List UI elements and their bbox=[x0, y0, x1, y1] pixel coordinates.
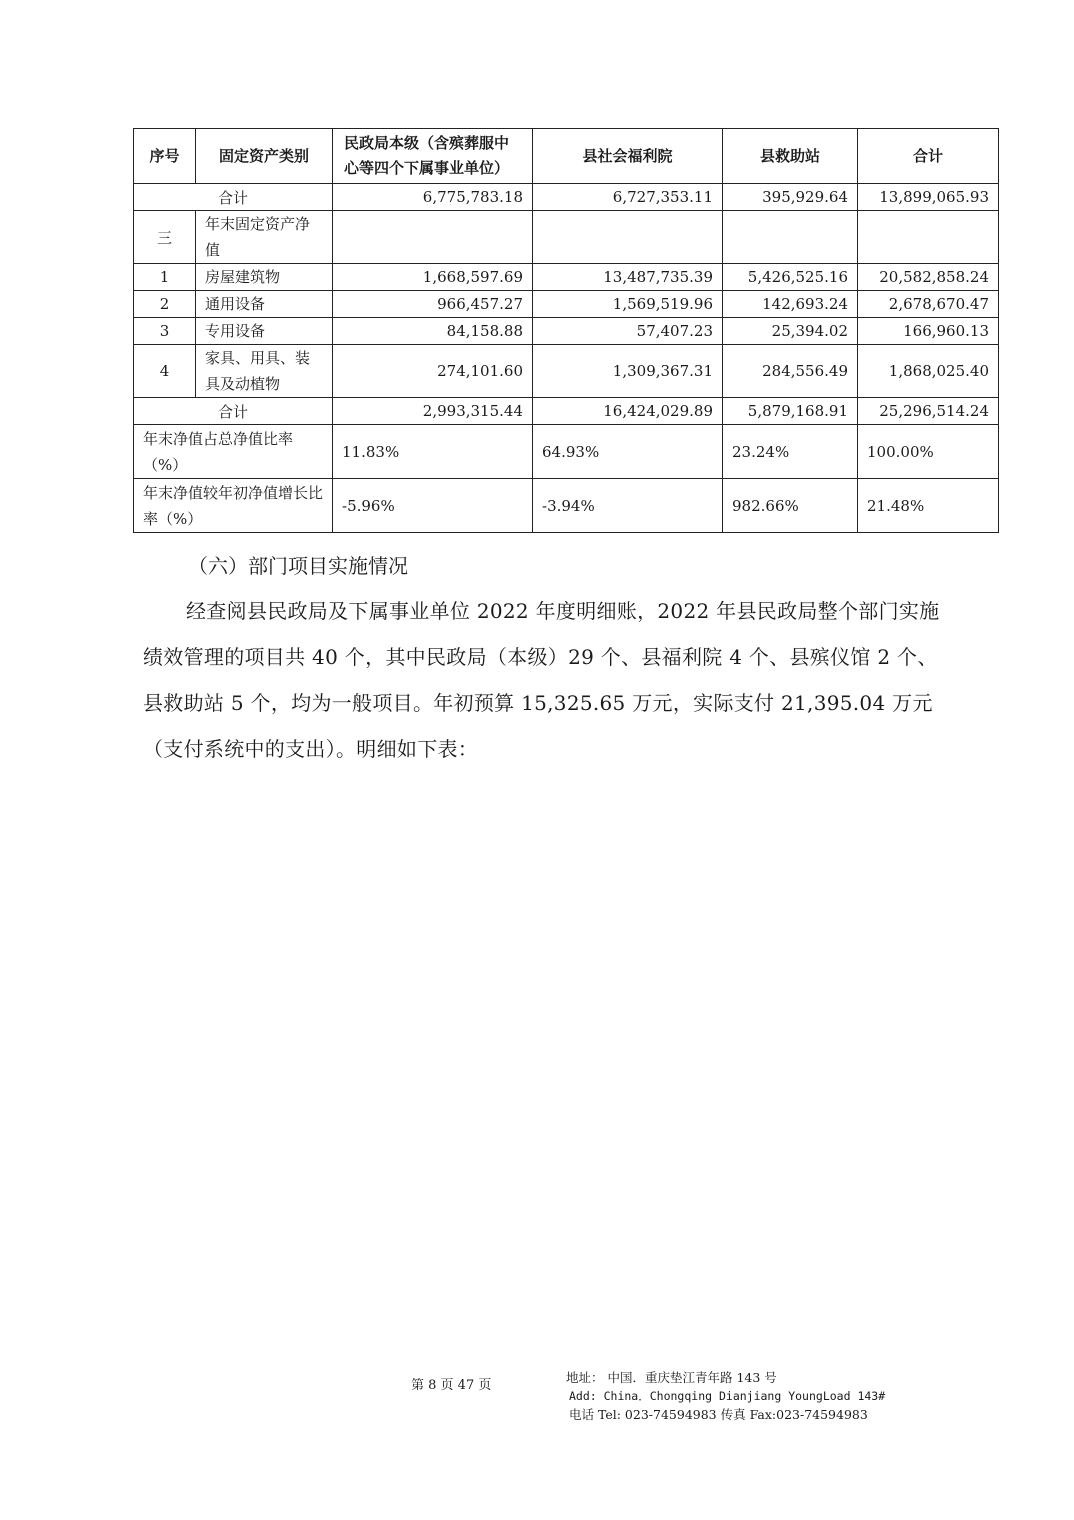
cell-value: 100.00% bbox=[858, 425, 999, 479]
ratio-label: 年末净值较年初净值增长比率（%） bbox=[134, 479, 333, 533]
cell-value: 11.83% bbox=[333, 425, 533, 479]
cell-value: 1,668,597.69 bbox=[333, 264, 533, 291]
header-welfare-home: 县社会福利院 bbox=[533, 129, 723, 184]
table-row-subtotal-prev bbox=[134, 184, 999, 211]
footer-address-cn: 地址： 中国．重庆垫江青年路 143 号 bbox=[566, 1370, 777, 1385]
row-category: 家具、用具、装具及动植物 bbox=[196, 345, 333, 398]
row-category: 专用设备 bbox=[196, 318, 333, 345]
cell-value: 20,582,858.24 bbox=[858, 264, 999, 291]
page-number: 第 8 页 47 页 bbox=[411, 1378, 492, 1393]
cell-value: 274,101.60 bbox=[333, 345, 533, 398]
table-row-section-three bbox=[134, 211, 999, 264]
cell-value: 6,775,783.18 bbox=[333, 184, 533, 211]
table-row bbox=[134, 291, 999, 318]
cell-value: 84,158.88 bbox=[333, 318, 533, 345]
cell-value: 5,879,168.91 bbox=[723, 398, 858, 425]
cell-value: 284,556.49 bbox=[723, 345, 858, 398]
cell-value: 23.24% bbox=[723, 425, 858, 479]
cell-value: 13,487,735.39 bbox=[533, 264, 723, 291]
cell-value: 25,296,514.24 bbox=[858, 398, 999, 425]
table-header-row bbox=[134, 129, 999, 184]
table-row bbox=[134, 264, 999, 291]
cell-value: 395,929.64 bbox=[723, 184, 858, 211]
ratio-label: 年末净值占总净值比率（%） bbox=[134, 425, 333, 479]
cell-value: 142,693.24 bbox=[723, 291, 858, 318]
cell-value: 2,678,670.47 bbox=[858, 291, 999, 318]
subtotal-label: 合计 bbox=[134, 398, 333, 425]
footer-address-en: Add: China．Chongqing Dianjiang YoungLoad 143# bbox=[569, 1389, 886, 1403]
table-row bbox=[134, 318, 999, 345]
header-category: 固定资产类别 bbox=[196, 129, 333, 184]
cell-value: -5.96% bbox=[333, 479, 533, 533]
body-paragraph: 经查阅县民政局及下属事业单位 2022 年度明细账，2022 年县民政局整个部门实施绩效管理的项目共 40 个，其中民政局（本级）29 个、县福利院 4 个、县殡仪馆 2 个、县救助站 5 个，均为一般项目。年初预算 15,325.65 万元，实际支付 21,395.04 万元（支付系统中的支出）。明细如下表： bbox=[143, 599, 940, 761]
section-label: 年末固定资产净值 bbox=[196, 211, 333, 264]
cell-value: 1,309,367.31 bbox=[533, 345, 723, 398]
cell-value: 166,960.13 bbox=[858, 318, 999, 345]
cell-value: 57,407.23 bbox=[533, 318, 723, 345]
cell-value: 2,993,315.44 bbox=[333, 398, 533, 425]
cell-value: 21.48% bbox=[858, 479, 999, 533]
row-category: 房屋建筑物 bbox=[196, 264, 333, 291]
section-seq: 三 bbox=[134, 211, 196, 264]
cell-value: 982.66% bbox=[723, 479, 858, 533]
cell-value: 966,457.27 bbox=[333, 291, 533, 318]
row-seq: 4 bbox=[134, 345, 196, 398]
row-seq: 3 bbox=[134, 318, 196, 345]
header-civil-affairs-bureau: 民政局本级（含殡葬服中心等四个下属事业单位） bbox=[333, 129, 533, 184]
cell-value: 1,569,519.96 bbox=[533, 291, 723, 318]
footer-phone: 电话 Tel: 023-74594983 传真 Fax:023-74594983 bbox=[569, 1407, 868, 1422]
table-row bbox=[134, 345, 999, 398]
table-row-ratio-growth bbox=[134, 479, 999, 533]
cell-value: 6,727,353.11 bbox=[533, 184, 723, 211]
cell-value: 25,394.02 bbox=[723, 318, 858, 345]
cell-value: -3.94% bbox=[533, 479, 723, 533]
header-total: 合计 bbox=[858, 129, 999, 184]
section-heading: （六）部门项目实施情况 bbox=[188, 554, 408, 578]
table-row-ratio-share bbox=[134, 425, 999, 479]
row-seq: 1 bbox=[134, 264, 196, 291]
row-seq: 2 bbox=[134, 291, 196, 318]
header-seq: 序号 bbox=[134, 129, 196, 184]
cell-value: 16,424,029.89 bbox=[533, 398, 723, 425]
fixed-assets-table bbox=[133, 128, 999, 533]
header-rescue-station: 县救助站 bbox=[723, 129, 858, 184]
cell-value: 5,426,525.16 bbox=[723, 264, 858, 291]
cell-value: 64.93% bbox=[533, 425, 723, 479]
subtotal-label: 合计 bbox=[134, 184, 333, 211]
table-row-subtotal-net bbox=[134, 398, 999, 425]
cell-value: 1,868,025.40 bbox=[858, 345, 999, 398]
row-category: 通用设备 bbox=[196, 291, 333, 318]
cell-value: 13,899,065.93 bbox=[858, 184, 999, 211]
